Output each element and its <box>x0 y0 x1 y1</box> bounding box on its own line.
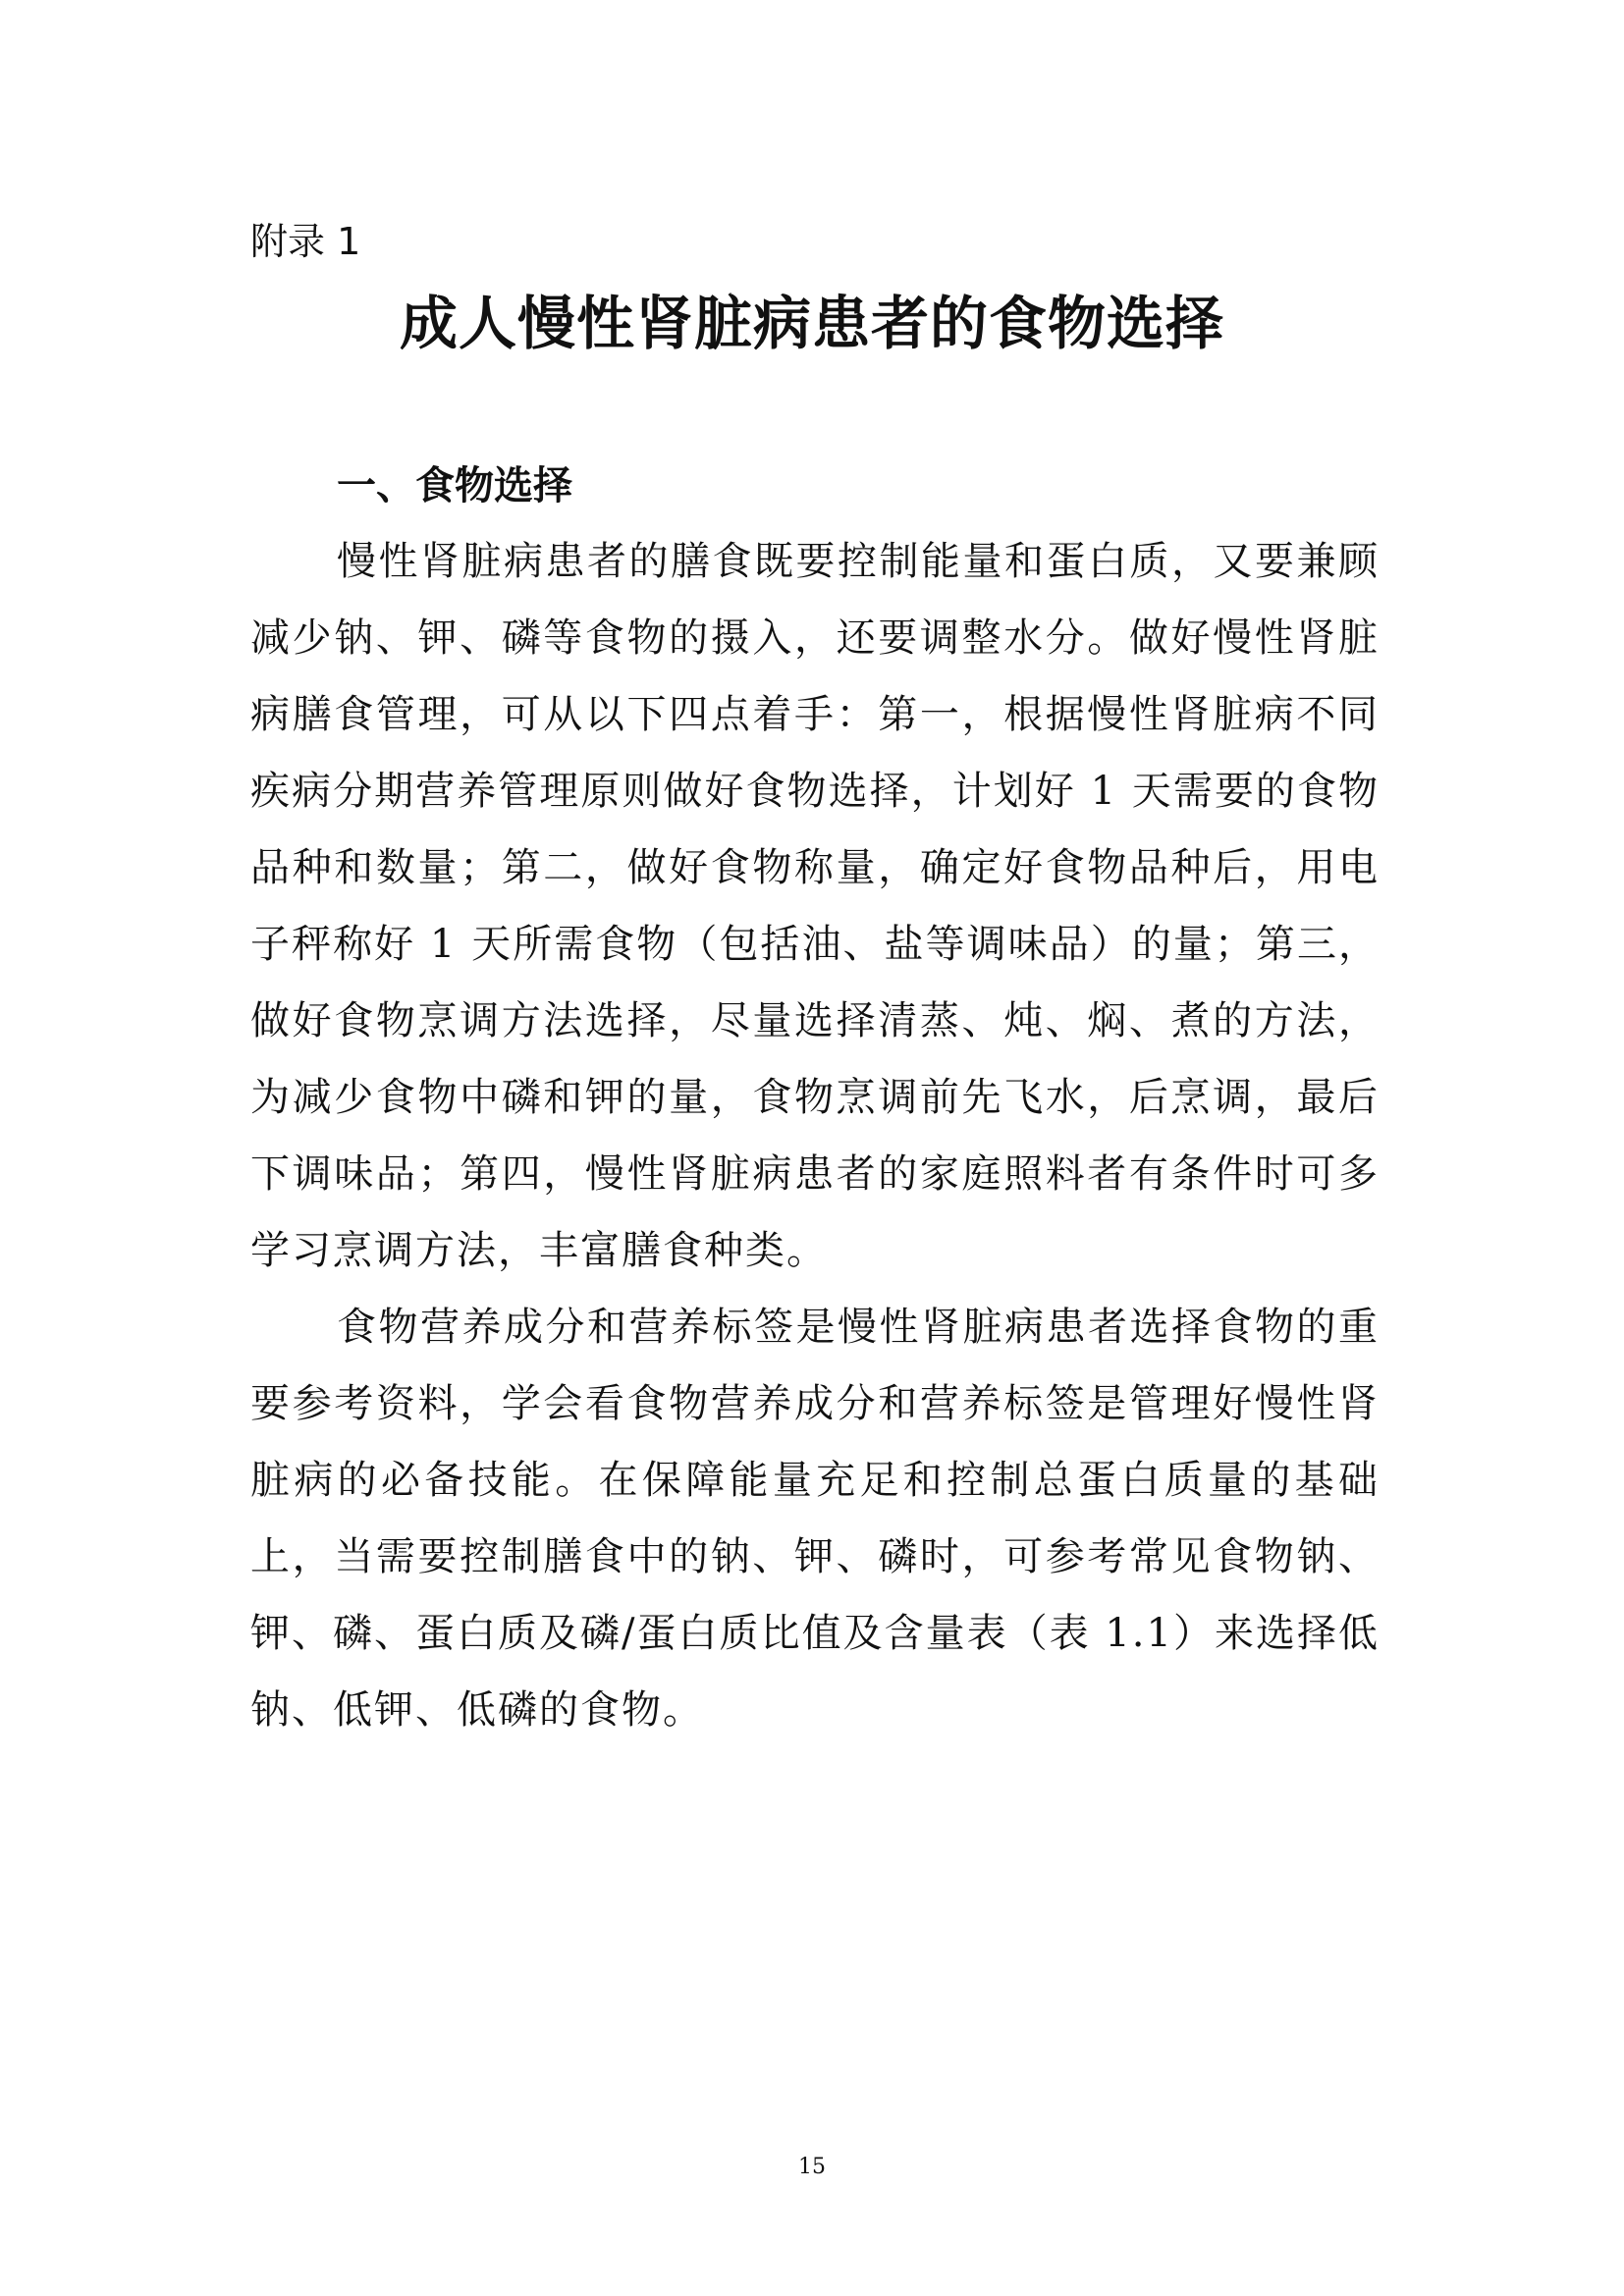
body-paragraph-1: 慢性肾脏病患者的膳食既要控制能量和蛋白质，又要兼顾减少钠、钾、磷等食物的摄入，还要调整水分。做好慢性肾脏病膳食管理，可从以下四点着手：第一，根据慢性肾脏病不同疾病分期营养管理原则做好食物选择，计划好 1 天需要的食物品种和数量；第二，做好食物称量，确定好食物品种后，用电子秤称好 1 天所需食物（包括油、盐等调味品）的量；第三，做好食物烹调方法选择，尽量选择清蒸、炖、焖、煮的方法，为减少食物中磷和钾的量，食物烹调前先飞水，后烹调，最后下调味品；第四，慢性肾脏病患者的家庭照料者有条件时可多学习烹调方法，丰富膳食种类。 <box>250 539 1380 1273</box>
appendix-label: 附录 1 <box>250 220 361 263</box>
document-title: 成人慢性肾脏病患者的食物选择 <box>399 290 1224 357</box>
page-number: 15 <box>798 2155 826 2179</box>
body-paragraph-2: 食物营养成分和营养标签是慢性肾脏病患者选择食物的重要参考资料，学会看食物营养成分和营养标签是管理好慢性肾脏病的必备技能。在保障能量充足和控制总蛋白质量的基础上，当需要控制膳食中的钠、钾、磷时，可参考常见食物钠、钾、磷、蛋白质及磷/蛋白质比值及含量表（表 1.1）来选择低钠、低钾、低磷的食物。 <box>250 1305 1380 1733</box>
section-heading-food-selection: 一、食物选择 <box>337 463 572 508</box>
